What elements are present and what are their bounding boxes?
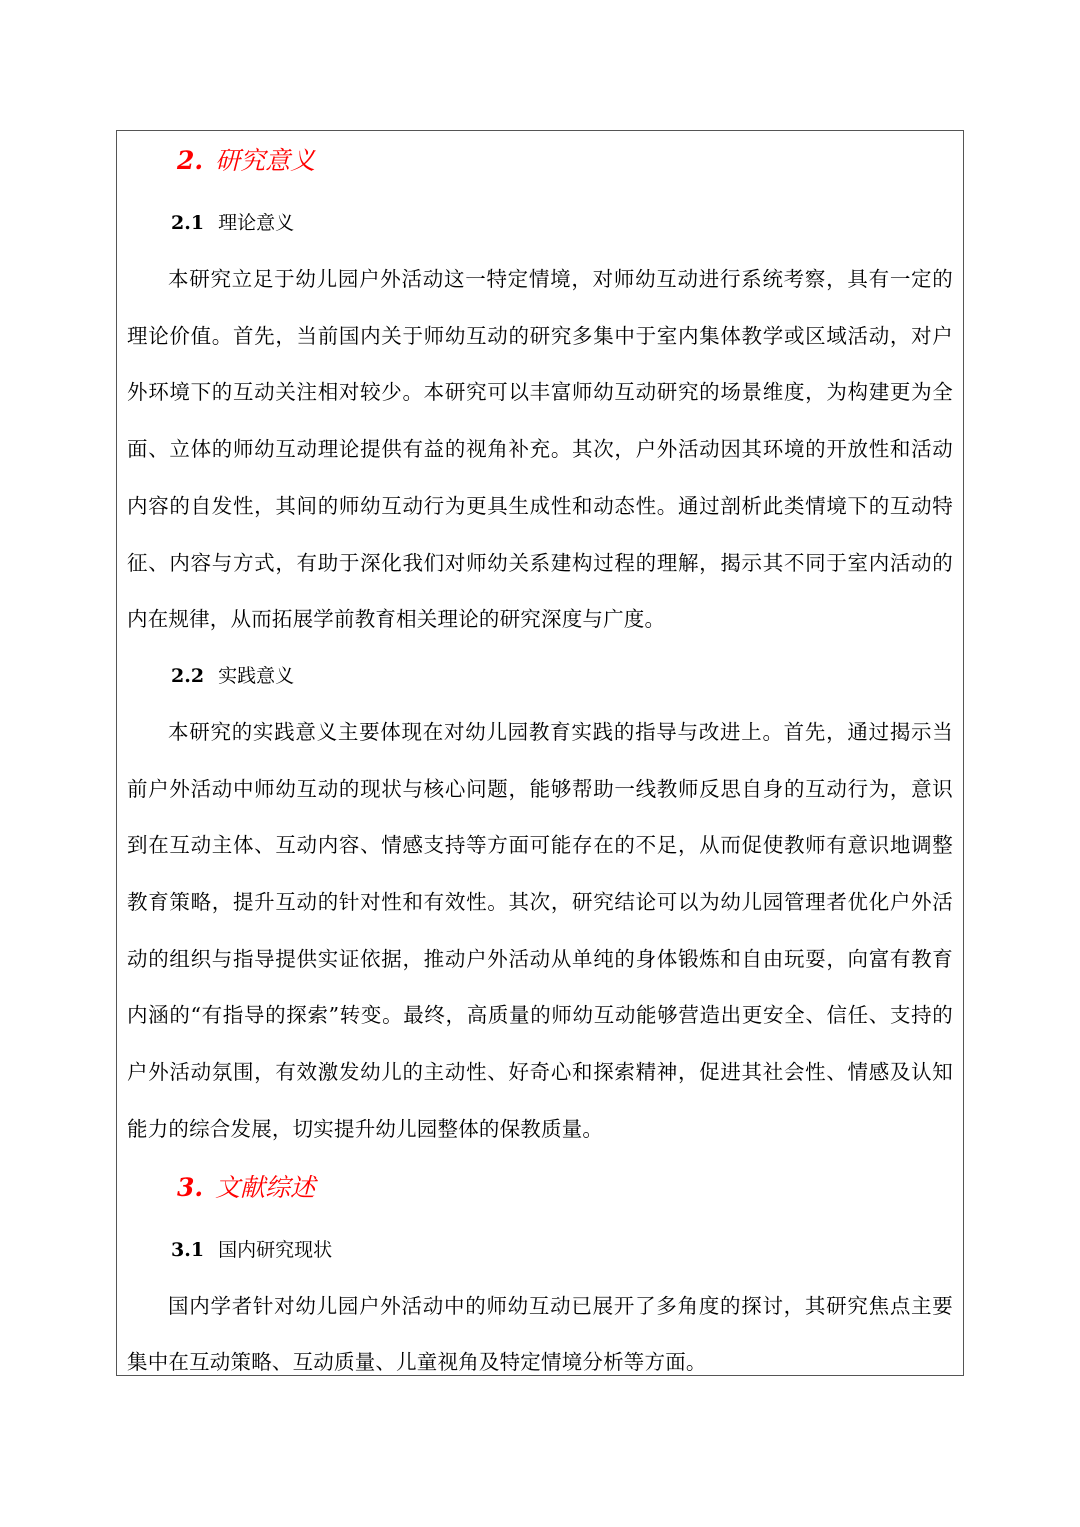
- section-number: 2.: [177, 146, 204, 175]
- section-heading-literature-review: [127, 1158, 953, 1222]
- subsection-heading-domestic-research: [127, 1222, 953, 1278]
- subsection-title: 实践意义: [218, 664, 295, 687]
- subsection-title: 理论意义: [218, 212, 295, 234]
- subsection-heading-theoretical: [127, 195, 953, 251]
- subsection-number: 2.2: [171, 664, 205, 687]
- subsection-heading-practical: [127, 648, 953, 704]
- section-number: 3.: [177, 1172, 204, 1202]
- paragraph-domestic-research: 国内学者针对幼儿园户外活动中的师幼互动已展开了多角度的探讨，其研究焦点主要集中在互动策略、互动质量、儿童视角及特定情境分析等方面。: [127, 1293, 953, 1375]
- document-frame: [116, 130, 964, 1376]
- subsection-number: 3.1: [171, 1238, 205, 1261]
- paragraph-theoretical-significance: 本研究立足于幼儿园户外活动这一特定情境，对师幼互动进行系统考察，具有一定的理论价值。首先，当前国内关于师幼互动的研究多集中于室内集体教学或区域活动，对户外环境下的互动关注相对较少。本研究可以丰富师幼互动研究的场景维度，为构建更为全面、立体的师幼互动理论提供有益的视角补充。其次，户外活动因其环境的开放性和活动内容的自发性，其间的师幼互动行为更具生成性和动态性。通过剖析此类情境下的互动特征、内容与方式，有助于深化我们对师幼关系建构过程的理解，揭示其不同于室内活动的内在规律，从而拓展学前教育相关理论的研究深度与广度。: [127, 267, 953, 632]
- subsection-number: 2.1: [171, 212, 205, 234]
- section-title: 研究意义: [215, 146, 316, 175]
- subsection-title: 国内研究现状: [218, 1238, 333, 1261]
- document-content: [127, 131, 953, 1391]
- section-heading-research-significance: [127, 131, 953, 195]
- section-title: 文献综述: [215, 1172, 316, 1202]
- paragraph-practical-significance: 本研究的实践意义主要体现在对幼儿园教育实践的指导与改进上。首先，通过揭示当前户外活动中师幼互动的现状与核心问题，能够帮助一线教师反思自身的互动行为，意识到在互动主体、互动内容、情感支持等方面可能存在的不足，从而促使教师有意识地调整教育策略，提升互动的针对性和有效性。其次，研究结论可以为幼儿园管理者优化户外活动的组织与指导提供实证依据，推动户外活动从单纯的身体锻炼和自由玩耍，向富有教育内涵的“有指导的探索”转变。最终，高质量的师幼互动能够营造出更安全、信任、支持的户外活动氛围，有效激发幼儿的主动性、好奇心和探索精神，促进其社会性、情感及认知能力的综合发展，切实提升幼儿园整体的保教质量。: [127, 719, 953, 1141]
